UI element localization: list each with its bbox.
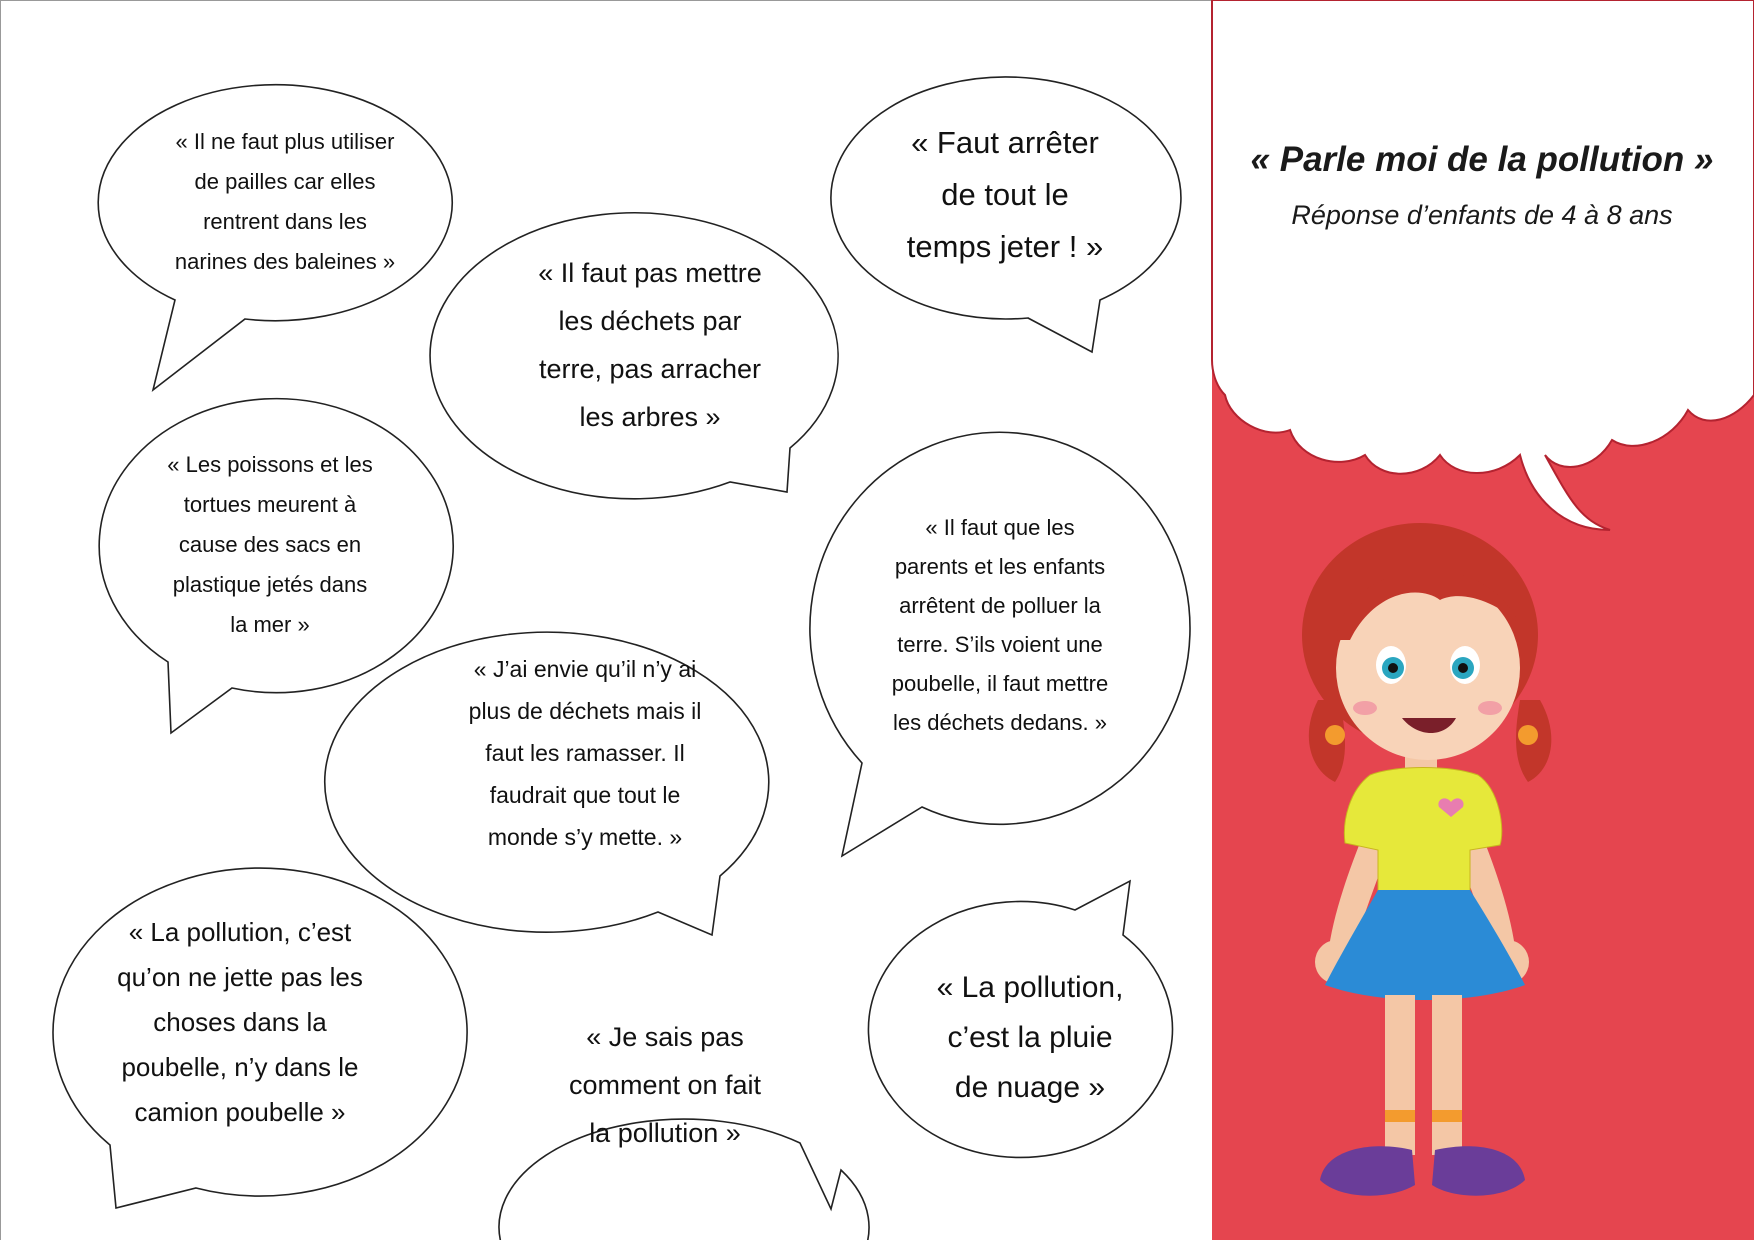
quote-3-text: « Faut arrêter de tout le temps jeter ! » [906,125,1104,264]
quote-1-text: « Il ne faut plus utiliser de pailles car elles rentrent dans les narines des baleines » [174,129,396,274]
quote-2-text: « Il faut pas mettre les déchets par terre, pas arracher les arbres » [538,258,762,432]
quote-6-text: « J’ai envie qu’il n’y ai plus de déchets mais il faut les ramasser. Il faudrait que tout le monde s’y mette. » [468,655,702,850]
quote-5-text: « Il faut que les parents et les enfants arrêtent de polluer la terre. S’ils voient une poubelle, il faut mettre les déchets dedans. » [891,515,1109,735]
quote-9-text: « La pollution, c’est la pluie de nuage » [936,970,1124,1104]
quote-8-text: « Je sais pas comment on fait la pollution » [568,1022,762,1148]
page-title: « Parle moi de la pollution » [1250,140,1714,179]
quote-4-text: « Les poissons et les tortues meurent à cause des sacs en plastique jetés dans la mer » [167,452,373,637]
page-subtitle: Réponse d’enfants de 4 à 8 ans [1291,200,1673,230]
quote-7-text: « La pollution, c’est qu’on ne jette pas les choses dans la poubelle, n’y dans le camion poubelle » [117,917,363,1127]
